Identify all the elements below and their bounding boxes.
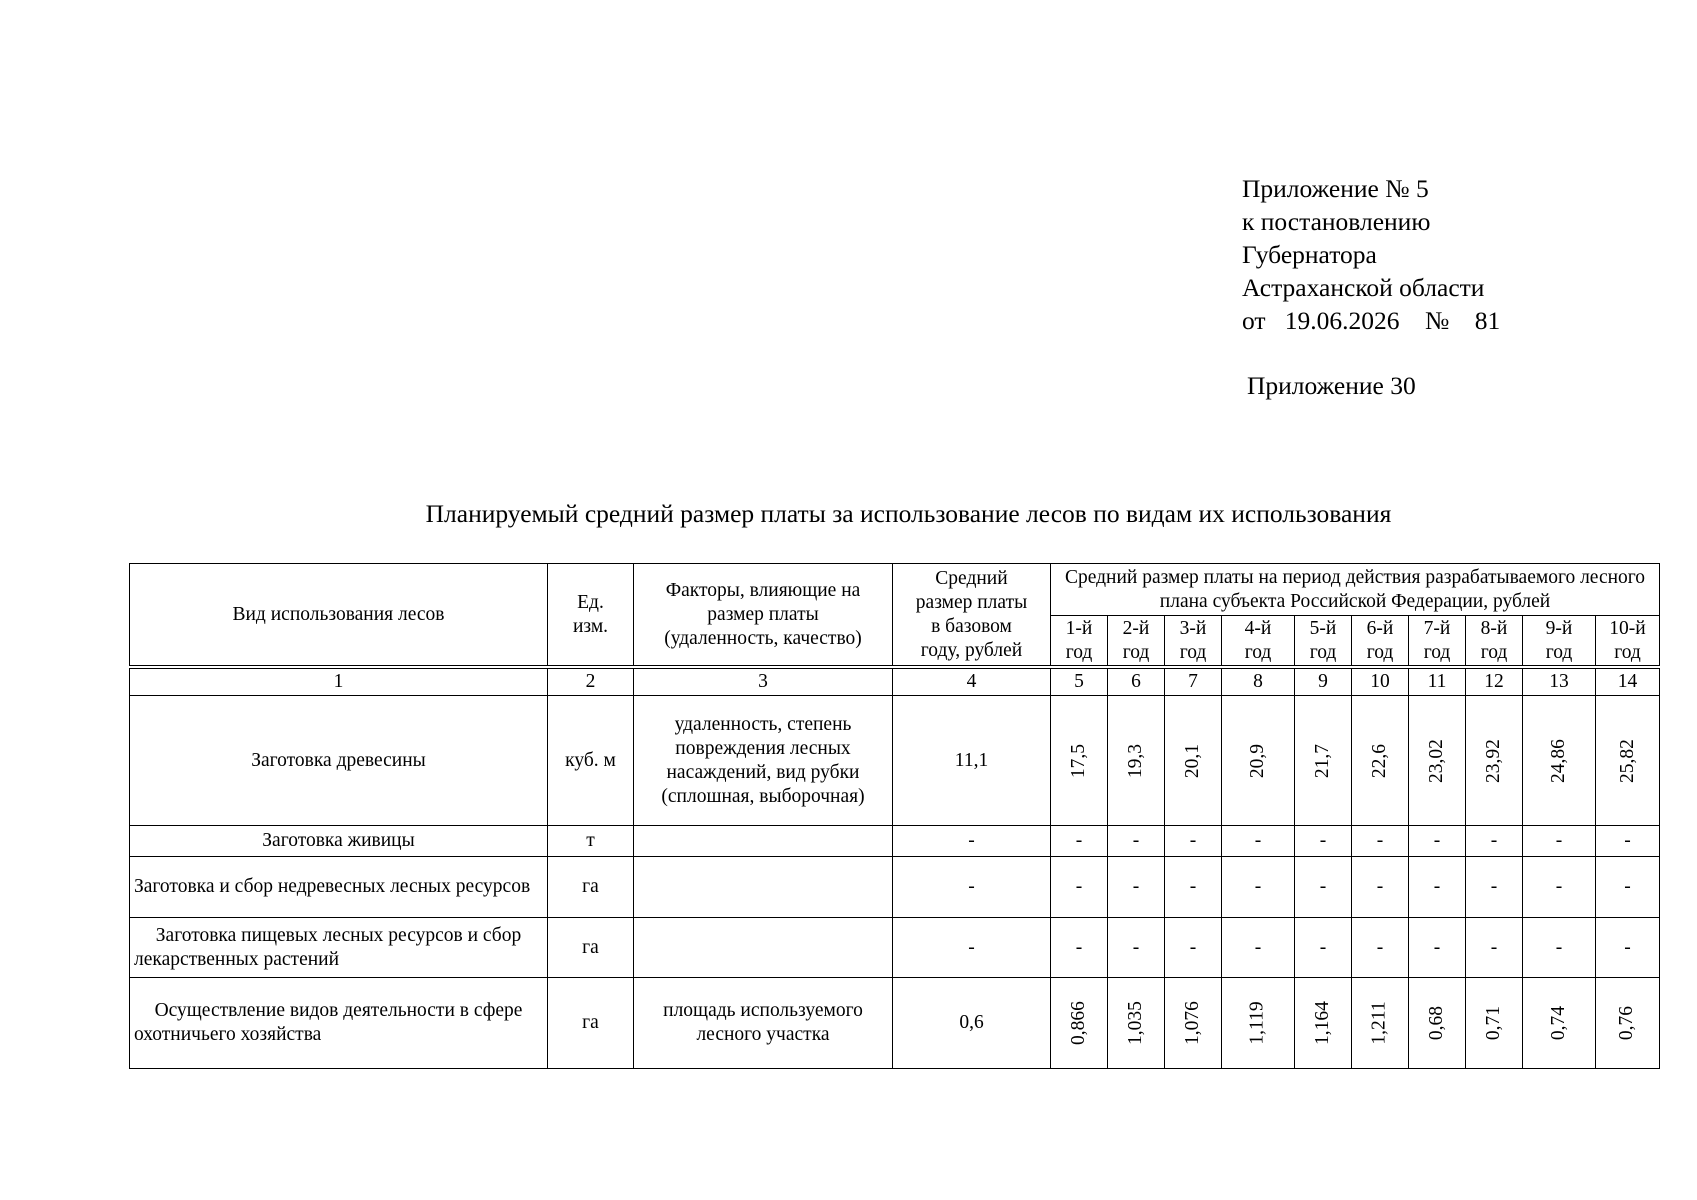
table-row bbox=[130, 696, 1660, 826]
year-value-cell: - bbox=[1165, 918, 1222, 978]
column-number: 6 bbox=[1108, 669, 1165, 696]
appendix-line: к постановлению bbox=[1242, 207, 1431, 236]
year-value-cell: - bbox=[1409, 826, 1466, 857]
column-number: 2 bbox=[548, 669, 634, 696]
year-value-cell: - bbox=[1051, 857, 1108, 918]
table-row bbox=[130, 857, 1660, 918]
factors-cell bbox=[634, 918, 893, 978]
column-numbers-row bbox=[130, 669, 1660, 696]
header-factors: Факторы, влияющие на размер платы (удаленность, качество) bbox=[634, 564, 893, 666]
header-year-6: 6-й год bbox=[1352, 616, 1409, 666]
table-row bbox=[130, 826, 1660, 857]
header-use-type: Вид использования лесов bbox=[130, 564, 548, 666]
appendix-line: Приложение № 5 bbox=[1242, 174, 1429, 203]
unit-cell: т bbox=[548, 826, 634, 857]
year-value-cell: - bbox=[1352, 918, 1409, 978]
use-type-cell: Заготовка живицы bbox=[130, 826, 548, 857]
year-value-cell: - bbox=[1409, 857, 1466, 918]
year-value-cell: 0,866 bbox=[1051, 978, 1108, 1069]
base-fee-cell: - bbox=[893, 826, 1051, 857]
year-value-cell: - bbox=[1165, 826, 1222, 857]
year-value-cell: 19,3 bbox=[1108, 696, 1165, 826]
year-value-cell: 1,211 bbox=[1352, 978, 1409, 1069]
base-fee-cell: 0,6 bbox=[893, 978, 1051, 1069]
year-value-cell: - bbox=[1596, 826, 1660, 857]
year-value-cell: 1,076 bbox=[1165, 978, 1222, 1069]
year-value-cell: - bbox=[1295, 918, 1352, 978]
factors-cell bbox=[634, 857, 893, 918]
unit-cell: га bbox=[548, 857, 634, 918]
column-number: 5 bbox=[1051, 669, 1108, 696]
column-number: 8 bbox=[1222, 669, 1295, 696]
year-value-cell: - bbox=[1596, 857, 1660, 918]
year-value-cell: 23,02 bbox=[1409, 696, 1466, 826]
column-number: 3 bbox=[634, 669, 893, 696]
use-type-cell: Заготовка и сбор недревесных лесных ресурсов bbox=[130, 857, 548, 918]
year-value-cell: 23,92 bbox=[1466, 696, 1523, 826]
year-value-cell: - bbox=[1108, 826, 1165, 857]
header-period: Средний размер платы на период действия разрабатываемого лесного плана субъекта Российской Федерации, рублей bbox=[1051, 564, 1660, 616]
year-value-cell: - bbox=[1108, 857, 1165, 918]
appendix-line: Астраханской области bbox=[1242, 273, 1485, 302]
header-year-1: 1-й год bbox=[1051, 616, 1108, 666]
decree-date: 19.06.2026 bbox=[1284, 306, 1400, 335]
year-value-cell: - bbox=[1466, 826, 1523, 857]
year-value-cell: 17,5 bbox=[1051, 696, 1108, 826]
column-number: 10 bbox=[1352, 669, 1409, 696]
year-value-cell: 24,86 bbox=[1523, 696, 1596, 826]
year-value-cell: - bbox=[1352, 857, 1409, 918]
year-value-cell: 20,9 bbox=[1222, 696, 1295, 826]
header-year-4: 4-й год bbox=[1222, 616, 1295, 666]
header-unit: Ед. изм. bbox=[548, 564, 634, 666]
appendix-line: Губернатора bbox=[1242, 240, 1377, 269]
year-value-cell: - bbox=[1108, 918, 1165, 978]
year-value-cell: - bbox=[1523, 826, 1596, 857]
year-value-cell: 0,68 bbox=[1409, 978, 1466, 1069]
year-value-cell: 25,82 bbox=[1596, 696, 1660, 826]
year-value-cell: - bbox=[1596, 918, 1660, 978]
year-value-cell: 21,7 bbox=[1295, 696, 1352, 826]
column-number: 12 bbox=[1466, 669, 1523, 696]
year-value-cell: 0,71 bbox=[1466, 978, 1523, 1069]
year-value-cell: 1,164 bbox=[1295, 978, 1352, 1069]
year-value-cell: - bbox=[1466, 918, 1523, 978]
year-value-cell: - bbox=[1222, 857, 1295, 918]
column-number: 11 bbox=[1409, 669, 1466, 696]
factors-cell bbox=[634, 826, 893, 857]
year-value-cell: 20,1 bbox=[1165, 696, 1222, 826]
column-number: 9 bbox=[1295, 669, 1352, 696]
header-year-3: 3-й год bbox=[1165, 616, 1222, 666]
number-sign: № bbox=[1424, 306, 1450, 335]
table-row bbox=[130, 918, 1660, 978]
year-value-cell: - bbox=[1051, 918, 1108, 978]
year-value-cell: - bbox=[1295, 857, 1352, 918]
payment-table bbox=[129, 563, 1660, 1069]
base-fee-cell: - bbox=[893, 857, 1051, 918]
header-year-5: 5-й год bbox=[1295, 616, 1352, 666]
use-type-cell: Осуществление видов деятельности в сфере охотничьего хозяйства bbox=[130, 978, 548, 1069]
header-year-7: 7-й год bbox=[1409, 616, 1466, 666]
year-value-cell: - bbox=[1222, 826, 1295, 857]
year-value-cell: - bbox=[1523, 857, 1596, 918]
header-row bbox=[130, 564, 1660, 616]
table-row bbox=[130, 978, 1660, 1069]
year-value-cell: 22,6 bbox=[1352, 696, 1409, 826]
year-value-cell: 0,74 bbox=[1523, 978, 1596, 1069]
column-number: 1 bbox=[130, 669, 548, 696]
unit-cell: га bbox=[548, 918, 634, 978]
use-type-cell: Заготовка пищевых лесных ресурсов и сбор лекарственных растений bbox=[130, 918, 548, 978]
appendix-date-line bbox=[1242, 304, 1500, 337]
year-value-cell: - bbox=[1352, 826, 1409, 857]
year-value-cell: 1,119 bbox=[1222, 978, 1295, 1069]
unit-cell: га bbox=[548, 978, 634, 1069]
year-value-cell: - bbox=[1165, 857, 1222, 918]
header-year-10: 10-й год bbox=[1596, 616, 1660, 666]
header-year-9: 9-й год bbox=[1523, 616, 1596, 666]
base-fee-cell: - bbox=[893, 918, 1051, 978]
year-value-cell: - bbox=[1523, 918, 1596, 978]
header-year-8: 8-й год bbox=[1466, 616, 1523, 666]
column-number: 7 bbox=[1165, 669, 1222, 696]
appendix-header bbox=[1242, 172, 1500, 337]
column-number: 13 bbox=[1523, 669, 1596, 696]
year-value-cell: 1,035 bbox=[1108, 978, 1165, 1069]
factors-cell: площадь используемого лесного участка bbox=[634, 978, 893, 1069]
column-number: 14 bbox=[1596, 669, 1660, 696]
document-title: Планируемый средний размер платы за использование лесов по видам их использования bbox=[425, 499, 1392, 528]
year-value-cell: - bbox=[1466, 857, 1523, 918]
year-value-cell: - bbox=[1409, 918, 1466, 978]
decree-number: 81 bbox=[1474, 306, 1501, 335]
appendix-30-label: Приложение 30 bbox=[1247, 371, 1416, 400]
year-value-cell: - bbox=[1222, 918, 1295, 978]
factors-cell: удаленность, степень повреждения лесных насаждений, вид рубки (сплошная, выборочная) bbox=[634, 696, 893, 826]
unit-cell: куб. м bbox=[548, 696, 634, 826]
date-prefix: от bbox=[1242, 306, 1266, 335]
header-year-2: 2-й год bbox=[1108, 616, 1165, 666]
use-type-cell: Заготовка древесины bbox=[130, 696, 548, 826]
base-fee-cell: 11,1 bbox=[893, 696, 1051, 826]
year-value-cell: - bbox=[1051, 826, 1108, 857]
column-number: 4 bbox=[893, 669, 1051, 696]
header-base-fee: Средний размер платы в базовом году, рублей bbox=[893, 564, 1051, 666]
year-value-cell: - bbox=[1295, 826, 1352, 857]
year-value-cell: 0,76 bbox=[1596, 978, 1660, 1069]
